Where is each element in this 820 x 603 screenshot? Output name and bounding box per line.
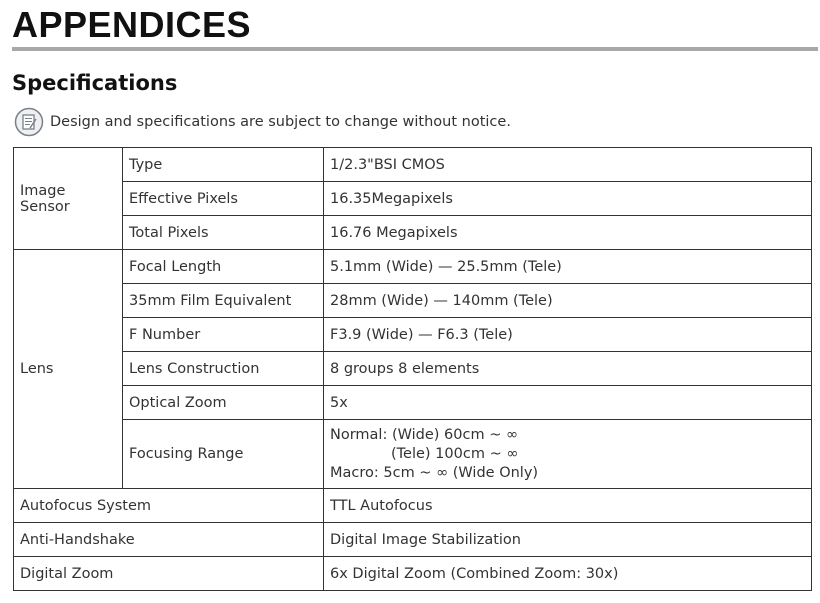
table-row <box>14 557 812 591</box>
spec-value: 16.35Megapixels <box>324 182 812 216</box>
spec-label: Focusing Range <box>123 420 324 489</box>
spec-value: 28mm (Wide) — 140mm (Tele) <box>324 284 812 318</box>
group-label: Image Sensor <box>14 148 123 250</box>
section-heading: Specifications <box>12 71 178 95</box>
note <box>14 107 511 137</box>
spec-label: Digital Zoom <box>14 557 324 591</box>
spec-value: 5x <box>324 386 812 420</box>
note-text: Design and specifications are subject to change without notice. <box>50 114 511 130</box>
spec-value: F3.9 (Wide) — F6.3 (Tele) <box>324 318 812 352</box>
title-divider <box>12 47 818 51</box>
table-row <box>14 420 812 489</box>
spec-value: 5.1mm (Wide) — 25.5mm (Tele) <box>324 250 812 284</box>
spec-value: TTL Autofocus <box>324 489 812 523</box>
spec-value: 6x Digital Zoom (Combined Zoom: 30x) <box>324 557 812 591</box>
spec-value: 16.76 Megapixels <box>324 216 812 250</box>
spec-table <box>13 147 812 591</box>
spec-label: Type <box>123 148 324 182</box>
spec-label: Anti-Handshake <box>14 523 324 557</box>
spec-label: Total Pixels <box>123 216 324 250</box>
spec-label: Autofocus System <box>14 489 324 523</box>
focus-line: Macro: 5cm ~ ∞ (Wide Only) <box>330 464 539 481</box>
table-row <box>14 523 812 557</box>
table-row <box>14 386 812 420</box>
spec-label: Focal Length <box>123 250 324 284</box>
spec-label: 35mm Film Equivalent <box>123 284 324 318</box>
table-row <box>14 216 812 250</box>
table-row <box>14 284 812 318</box>
group-label: Lens <box>14 250 123 489</box>
focus-line: (Tele) 100cm ~ ∞ <box>391 445 519 462</box>
table-row <box>14 318 812 352</box>
page-title: APPENDICES <box>12 4 252 45</box>
spec-value: 1/2.3"BSI CMOS <box>324 148 812 182</box>
table-row <box>14 182 812 216</box>
note-icon <box>14 107 44 137</box>
spec-label: Optical Zoom <box>123 386 324 420</box>
focus-line: Normal: (Wide) 60cm ~ ∞ <box>330 426 519 443</box>
spec-label: F Number <box>123 318 324 352</box>
spec-value <box>324 420 812 489</box>
spec-label: Lens Construction <box>123 352 324 386</box>
spec-value: 8 groups 8 elements <box>324 352 812 386</box>
table-row <box>14 352 812 386</box>
spec-label: Effective Pixels <box>123 182 324 216</box>
table-row <box>14 250 812 284</box>
spec-value: Digital Image Stabilization <box>324 523 812 557</box>
table-row <box>14 148 812 182</box>
table-row <box>14 489 812 523</box>
